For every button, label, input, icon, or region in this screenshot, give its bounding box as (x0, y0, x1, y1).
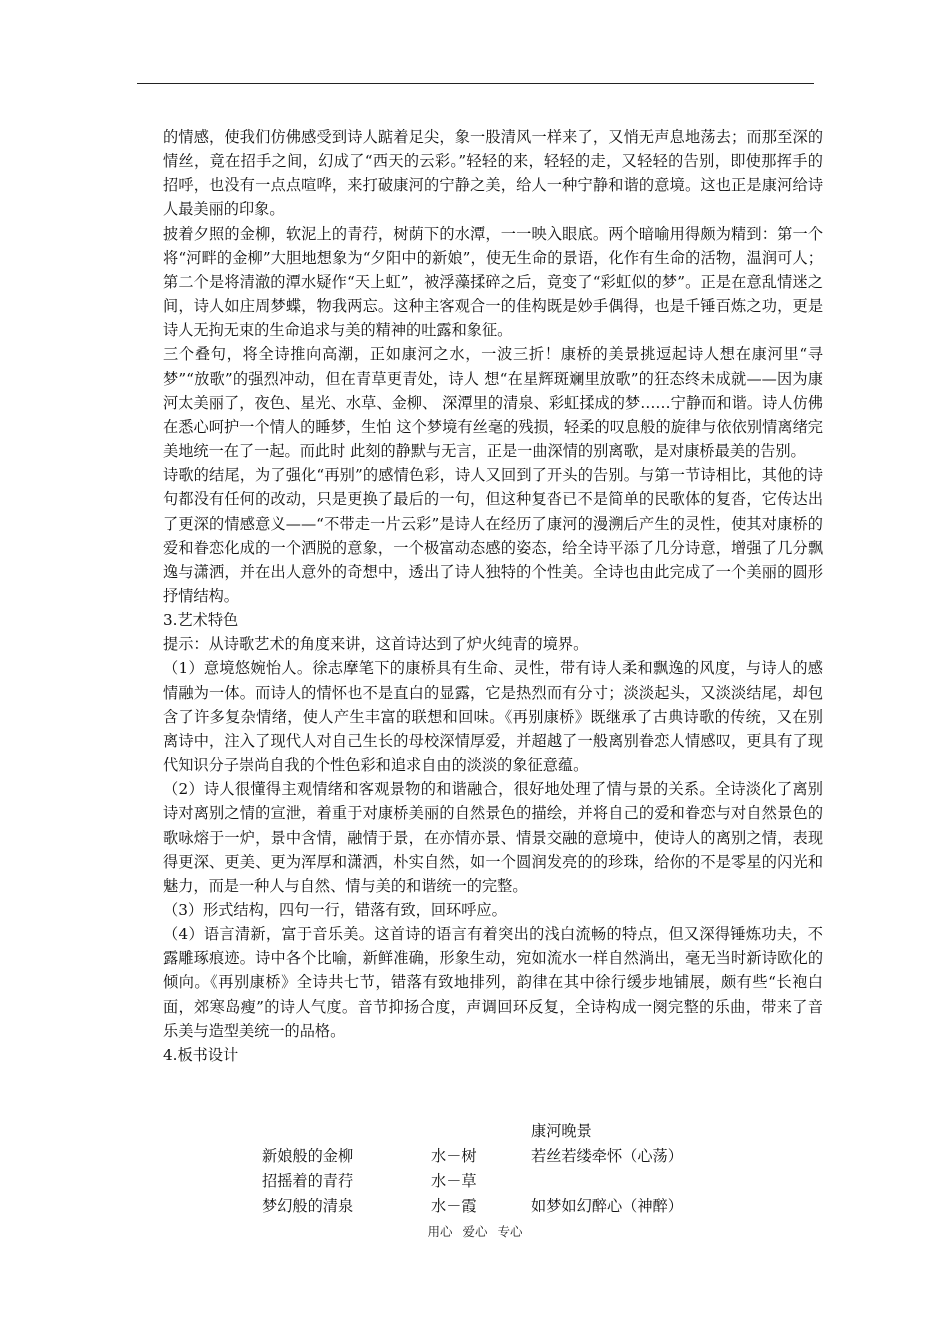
board-row-2-left: 招摇着的青荇 (262, 1172, 354, 1190)
board-row-3-left: 梦幻般的清泉 (262, 1197, 354, 1215)
page-footer: 用心 爱心 专心 (427, 1224, 523, 1239)
section-heading-art: 3.艺术特色 (163, 611, 239, 630)
board-row-3-right: 如梦如幻醉心（神醉） (531, 1197, 683, 1215)
art-point-1: （1）意境悠婉怡人。徐志摩笔下的康桥具有生命、灵性，带有诗人柔和飘逸的风度，与诗人的感情融为一体。而诗人的情怀也不是直白的显露，它是热烈而有分寸；淡淡起头，又淡淡结尾，却包含了许多复杂情绪，使人产生丰富的联想和回味。《再别康桥》既继承了古典诗歌的传统，又在别离诗中，注入了现代人对自己生长的母校深情厚爱，并超越了一般离别眷恋人情感叹，更具有了现代知识分子崇尚自我的个性色彩和追求自由的淡淡的象征意蕴。 (163, 659, 823, 775)
section-heading-board: 4.板书设计 (163, 1045, 239, 1064)
paragraph-4: 诗歌的结尾，为了强化“再别”的感情色彩，诗人又回到了开头的告别。与第一节诗相比，其他的诗句都没有任何的改动，只是更换了最后的一句，但这种复沓已不是简单的民歌体的复沓，它传达出了更深的情感意义——“不带走一片云彩”是诗人在经历了康河的漫溯后产生的灵性，使其对康桥的爱和眷恋化成的一个洒脱的意象，一个极富动态感的姿态，给全诗平添了几分诗意，增强了几分飘逸与潇洒，并在出人意外的奇想中，透出了诗人独特的个性美。全诗也由此完成了一个美丽的圆形抒情结构。 (163, 466, 823, 605)
board-row-2-middle: 水－草 (431, 1172, 477, 1190)
paragraph-3: 三个叠句，将全诗推向高潮，正如康河之水，一波三折！康桥的美景挑逗起诗人想在康河里“寻梦”“放歌”的强烈冲动，但在青草更青处，诗人 想“在星辉斑斓里放歌”的狂态终未成就——因为康河太美丽了，夜色、星光、水草、金柳、 深潭里的清泉、彩虹揉成的梦……宁静而和谐。诗人仿佛在悉心呵护一个情人的睡梦，生怕 这个梦境有丝毫的残损，轻柔的叹息般的旋律与依依别情离绪完美地统一在了一起。而此时 此刻的静默与无言，正是一曲深情的别离歌，是对康桥最美的告别。 (163, 345, 823, 461)
board-title: 康河晚景 (531, 1122, 592, 1140)
paragraph-2: 披着夕照的金柳，软泥上的青荇，树荫下的水潭，一一映入眼底。两个暗喻用得颇为精到：第一个将“河畔的金柳”大胆地想象为“夕阳中的新娘”，使无生命的景语，化作有生命的活物，温润可人；第二个是将清澈的潭水疑作“天上虹”，被浮藻揉碎之后，竟变了“彩虹似的梦”。正是在意乱情迷之间，诗人如庄周梦蝶，物我两忘。这种主客观合一的佳构既是妙手偶得，也是千锤百炼之功，更是诗人无拘无束的生命追求与美的精神的吐露和象征。 (163, 224, 823, 340)
board-row-1-left: 新娘般的金柳 (262, 1147, 354, 1165)
section-hint: 提示：从诗歌艺术的角度来讲，这首诗达到了炉火纯青的境界。 (163, 635, 589, 654)
board-row-1-middle: 水－树 (431, 1147, 477, 1165)
art-point-2: （2）诗人很懂得主观情绪和客观景物的和谐融合，很好地处理了情与景的关系。全诗淡化了离别诗对离别之情的宣泄，着重于对康桥美丽的自然景色的描绘，并将自己的爱和眷恋与对自然景色的歌咏熔于一炉，景中含情，融情于景，在亦情亦景、情景交融的意境中，使诗人的离别之情，表现得更深、更美、更为浑厚和潇洒，朴实自然，如一个圆润发亮的的珍珠，给你的不是零星的闪光和魅力，而是一种人与自然、情与美的和谐统一的完整。 (163, 780, 823, 895)
board-row-3-middle: 水－霞 (431, 1197, 477, 1215)
board-row-1-right: 若丝若缕牵怀（心荡） (531, 1147, 683, 1165)
art-point-3: （3）形式结构，四句一行，错落有致，回环呼应。 (163, 901, 507, 919)
art-point-4: （4）语言清新，富于音乐美。这首诗的语言有着突出的浅白流畅的特点，但又深得锤炼功夫，不露雕琢痕迹。诗中各个比喻，新鲜准确，形象生动，宛如流水一样自然淌出，毫无当时新诗欧化的倾向。《再别康桥》全诗共七节，错落有致地排列，韵律在其中徐行缓步地铺展，颇有些“长袍白面，郊寒岛瘦”的诗人气度。音节抑扬合度，声调回环反复，全诗构成一阕完整的乐曲，带来了音乐美与造型美统一的品格。 (163, 925, 823, 1040)
document-body (163, 125, 823, 1067)
header-rule (137, 83, 814, 84)
paragraph-1: 的情感，使我们仿佛感受到诗人踮着足尖，象一股清风一样来了，又悄无声息地荡去；而那至深的情丝，竟在招手之间，幻成了“西天的云彩。”轻轻的来，轻轻的走，又轻轻的告别，即使那挥手的招呼，也没有一点点喧哗，来打破康河的宁静之美，给人一种宁静和谐的意境。这也正是康河给诗人最美丽的印象。 (163, 128, 823, 219)
